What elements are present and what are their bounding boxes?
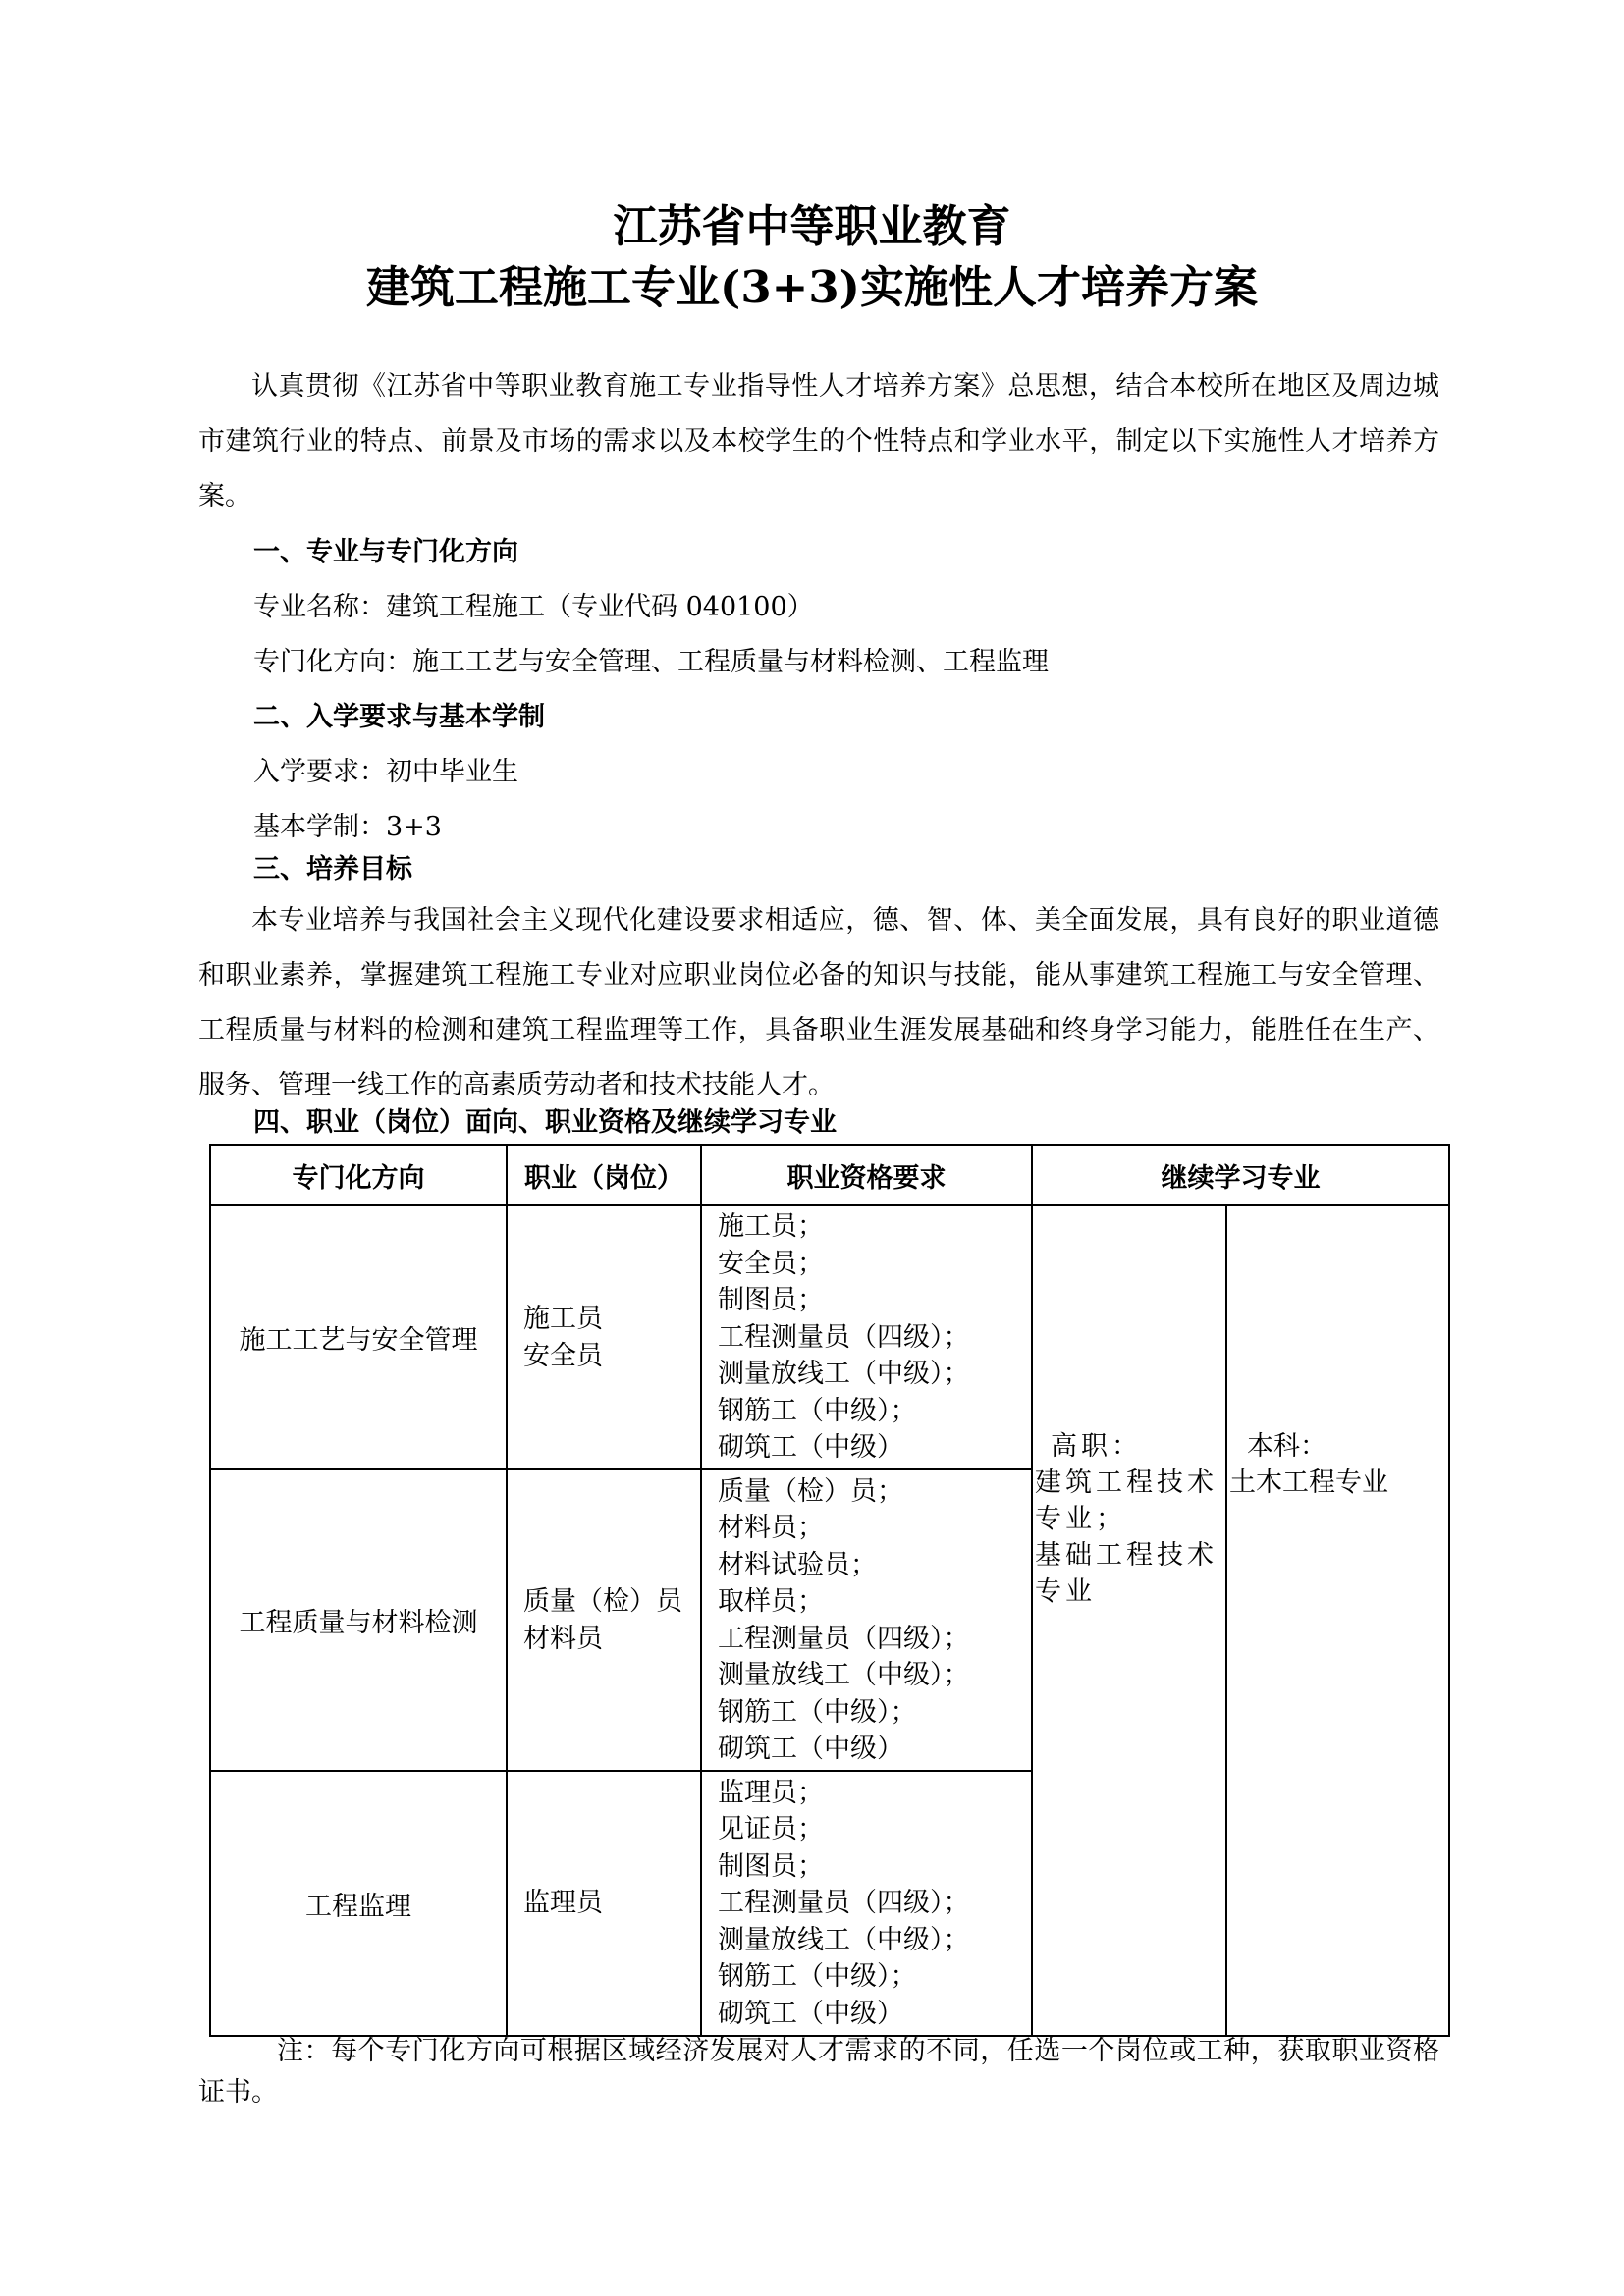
- job-cell: [507, 1469, 701, 1771]
- requirement-item: 砌筑工（中级）: [718, 1734, 903, 1764]
- section4-heading: 四、职业（岗位）面向、职业资格及继续学习专业: [253, 1107, 837, 1138]
- job-item: 材料员: [523, 1623, 603, 1654]
- table-header-row: [210, 1145, 1449, 1205]
- table-row: [210, 1205, 1449, 1469]
- requirement-item: 钢筋工（中级）；: [718, 1961, 917, 1993]
- vocational-line: 建筑工程技术: [1035, 1468, 1218, 1498]
- document-title-line2: 建筑工程施工专业(3+3)实施性人才培养方案: [366, 261, 1258, 313]
- requirement-item: 材料试验员；: [718, 1549, 877, 1580]
- job-item: 施工员: [523, 1303, 603, 1334]
- basic-duration: 基本学制：3+3: [253, 812, 442, 842]
- section1-heading: 一、专业与专门化方向: [253, 537, 518, 567]
- specialization-directions: 专门化方向：施工工艺与安全管理、工程质量与材料检测、工程监理: [253, 647, 1049, 677]
- requirement-item: 监理员；: [718, 1777, 824, 1808]
- continue-bachelor-cell: [1226, 1205, 1449, 2036]
- job-item: 安全员: [523, 1340, 603, 1371]
- requirement-item: 安全员；: [718, 1248, 824, 1279]
- direction-cell: 工程监理: [210, 1771, 507, 2036]
- requirement-item: 钢筋工（中级）；: [718, 1696, 917, 1728]
- major-name: 专业名称：建筑工程施工（专业代码 040100）: [253, 592, 814, 622]
- requirement-item: 测量放线工（中级）；: [718, 1660, 970, 1690]
- job-item: 监理员: [523, 1888, 603, 1918]
- table-note: 注：每个专门化方向可根据区域经济发展对人才需求的不同，任选一个岗位或工种，获取职业资格证书。: [198, 2036, 1439, 2108]
- header-continue-study: 继续学习专业: [1032, 1145, 1449, 1205]
- job-cell: [507, 1205, 701, 1469]
- bachelor-label: 本科：: [1247, 1431, 1326, 1462]
- header-job: 职业（岗位）: [507, 1145, 701, 1205]
- requirement-item: 取样员；: [718, 1586, 824, 1617]
- job-cell: [507, 1771, 701, 2036]
- requirement-item: 见证员；: [718, 1814, 824, 1845]
- section2-heading: 二、入学要求与基本学制: [253, 702, 545, 732]
- job-item: 质量（检）员: [523, 1585, 682, 1617]
- header-requirements: 职业资格要求: [701, 1145, 1032, 1205]
- requirement-item: 工程测量员（四级）；: [718, 1888, 970, 1919]
- requirements-cell: [701, 1771, 1032, 2036]
- document-title-line1: 江苏省中等职业教育: [613, 200, 1011, 252]
- vocational-line: 专业；: [1035, 1504, 1126, 1534]
- requirement-item: 砌筑工（中级）: [718, 1998, 903, 2029]
- section3-heading: 三、培养目标: [253, 854, 412, 884]
- intro-paragraph: 认真贯彻《江苏省中等职业教育施工专业指导性人才培养方案》总思想，结合本校所在地区及周边城市建筑行业的特点、前景及市场的需求以及本校学生的个性特点和学业水平，制定以下实施性人才培养方案。: [198, 371, 1439, 511]
- career-table: [209, 1144, 1450, 2037]
- requirement-item: 测量放线工（中级）；: [718, 1359, 970, 1390]
- requirement-item: 砌筑工（中级）: [718, 1432, 903, 1464]
- requirements-cell: [701, 1469, 1032, 1771]
- vocational-label: 高职：: [1051, 1431, 1142, 1462]
- direction-cell: 工程质量与材料检测: [210, 1469, 507, 1771]
- admission-requirement: 入学要求：初中毕业生: [253, 757, 518, 787]
- vocational-line: 专业: [1035, 1576, 1096, 1607]
- requirement-item: 制图员；: [718, 1285, 824, 1316]
- requirement-item: 测量放线工（中级）；: [718, 1924, 970, 1955]
- training-objective-paragraph: 本专业培养与我国社会主义现代化建设要求相适应，德、智、体、美全面发展，具有良好的职业道德和职业素养，掌握建筑工程施工专业对应职业岗位必备的知识与技能，能从事建筑工程施工与安全管理、工程质量与材料的检测和建筑工程监理等工作，具备职业生涯发展基础和终身学习能力，能胜任在生产、服务、管理一线工作的高素质劳动者和技术技能人才。: [198, 905, 1439, 1100]
- direction-cell: 施工工艺与安全管理: [210, 1205, 507, 1469]
- requirements-cell: [701, 1205, 1032, 1469]
- requirement-item: 施工员；: [718, 1211, 824, 1243]
- requirement-item: 制图员；: [718, 1850, 824, 1882]
- requirement-item: 工程测量员（四级）；: [718, 1623, 970, 1654]
- requirement-item: 工程测量员（四级）；: [718, 1321, 970, 1353]
- vocational-line: 基础工程技术: [1035, 1540, 1218, 1571]
- header-direction: 专门化方向: [210, 1145, 507, 1205]
- requirement-item: 质量（检）员；: [718, 1475, 903, 1507]
- bachelor-line: 土木工程专业: [1229, 1468, 1388, 1498]
- continue-vocational-cell: [1032, 1205, 1226, 2036]
- requirement-item: 材料员；: [718, 1513, 824, 1543]
- requirement-item: 钢筋工（中级）；: [718, 1395, 917, 1426]
